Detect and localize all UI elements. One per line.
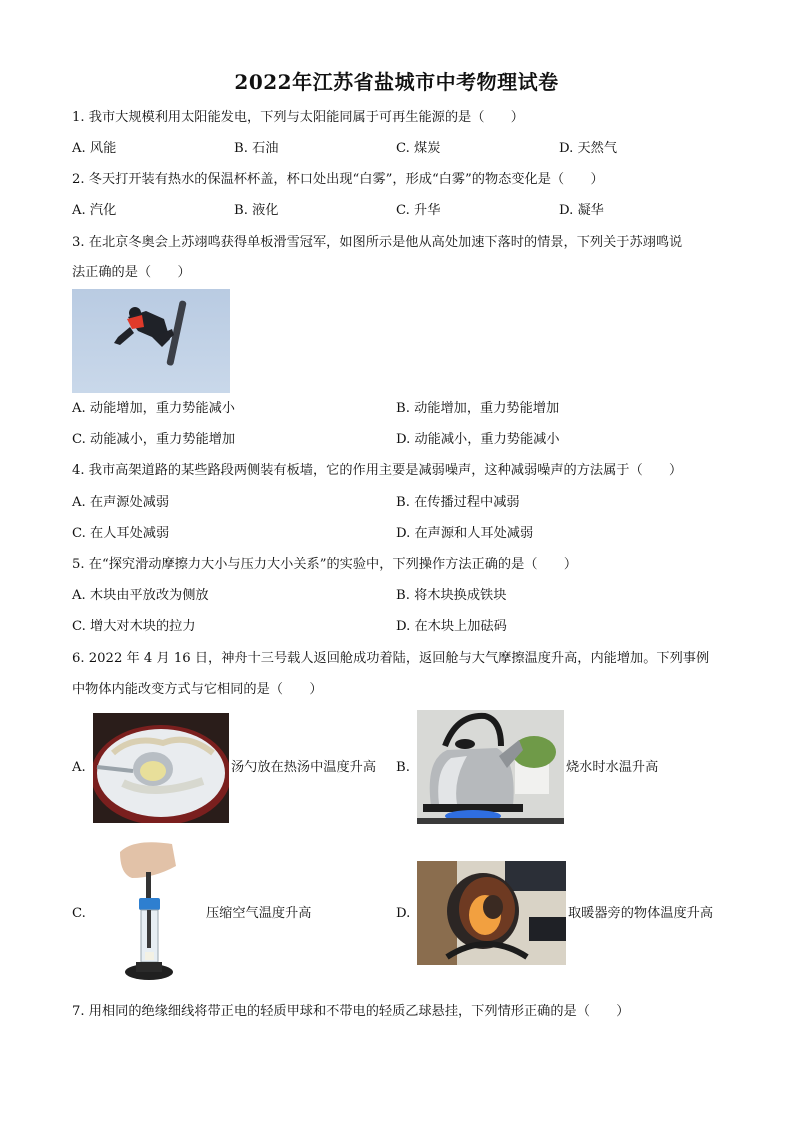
q4-option-a: A. 在声源处减弱 [72,495,170,510]
q1-option-c: C. 煤炭 [396,141,441,156]
q3-option-d: D. 动能减小，重力势能减小 [396,432,560,447]
q3-option-a: A. 动能增加，重力势能减小 [72,401,235,416]
question-1-stem: 1. 我市大规模利用太阳能发电，下列与太阳能同属于可再生能源的是（ ） [72,110,524,125]
q4-option-b: B. 在传播过程中减弱 [396,495,520,510]
electric-heater-photo [417,861,566,965]
snowboarder-photo [72,289,230,393]
q6-option-d-text: 取暖器旁的物体温度升高 [568,906,714,921]
q4-option-c: C. 在人耳处减弱 [72,526,170,541]
exam-title: 2022年江苏省盐城市中考物理试卷 [234,70,559,94]
q6-option-a-text: 汤勺放在热汤中温度升高 [231,760,377,775]
question-7-stem: 7. 用相同的绝缘细线将带正电的轻质甲球和不带电的轻质乙球悬挂，下列情形正确的是（ ） [72,1004,630,1019]
q6-option-a-key: A. [72,760,86,775]
q5-option-b: B. 将木块换成铁块 [396,588,507,603]
q1-option-a: A. 风能 [72,141,117,156]
question-3-stem-line-2: 法正确的是（ ） [72,265,191,280]
air-compression-syringe-photo [114,838,184,988]
q5-option-d: D. 在木块上加砝码 [396,619,507,634]
question-3-stem-line-1: 3. 在北京冬奥会上苏翊鸣获得单板滑雪冠军，如图所示是他从高处加速下落时的情景，下列关于苏翊鸣说 [72,235,683,250]
question-6-stem-line-2: 中物体内能改变方式与它相同的是（ ） [72,682,323,697]
q1-option-b: B. 石油 [234,141,279,156]
question-2-stem: 2. 冬天打开装有热水的保温杯杯盖，杯口处出现“白雾”，形成“白雾”的物态变化是（ ） [72,172,604,187]
q1-option-d: D. 天然气 [559,141,618,156]
q5-option-c: C. 增大对木块的拉力 [72,619,196,634]
q6-option-c-text: 压缩空气温度升高 [206,906,312,921]
q6-option-b-key: B. [396,760,410,775]
kettle-on-stove-photo [417,710,564,824]
q3-option-b: B. 动能增加，重力势能增加 [396,401,560,416]
q2-option-b: B. 液化 [234,203,279,218]
q6-option-c-key: C. [72,906,86,921]
q6-option-d-key: D. [396,906,411,921]
q5-option-a: A. 木块由平放改为侧放 [72,588,209,603]
question-4-stem: 4. 我市高架道路的某些路段两侧装有板墙，它的作用主要是减弱噪声，这种减弱噪声的方法属于（ ） [72,463,683,478]
q3-option-c: C. 动能减小，重力势能增加 [72,432,236,447]
q2-option-a: A. 汽化 [72,203,117,218]
soup-ladle-photo [93,713,229,823]
q6-option-b-text: 烧水时水温升高 [566,760,659,775]
question-5-stem: 5. 在“探究滑动摩擦力大小与压力大小关系”的实验中，下列操作方法正确的是（ ） [72,557,578,572]
q2-option-d: D. 凝华 [559,203,604,218]
question-6-stem-line-1: 6. 2022 年 4 月 16 日，神舟十三号载人返回舱成功着陆，返回舱与大气摩擦温度升高，内能增加。下列事例 [72,651,710,666]
q4-option-d: D. 在声源和人耳处减弱 [396,526,534,541]
q2-option-c: C. 升华 [396,203,441,218]
